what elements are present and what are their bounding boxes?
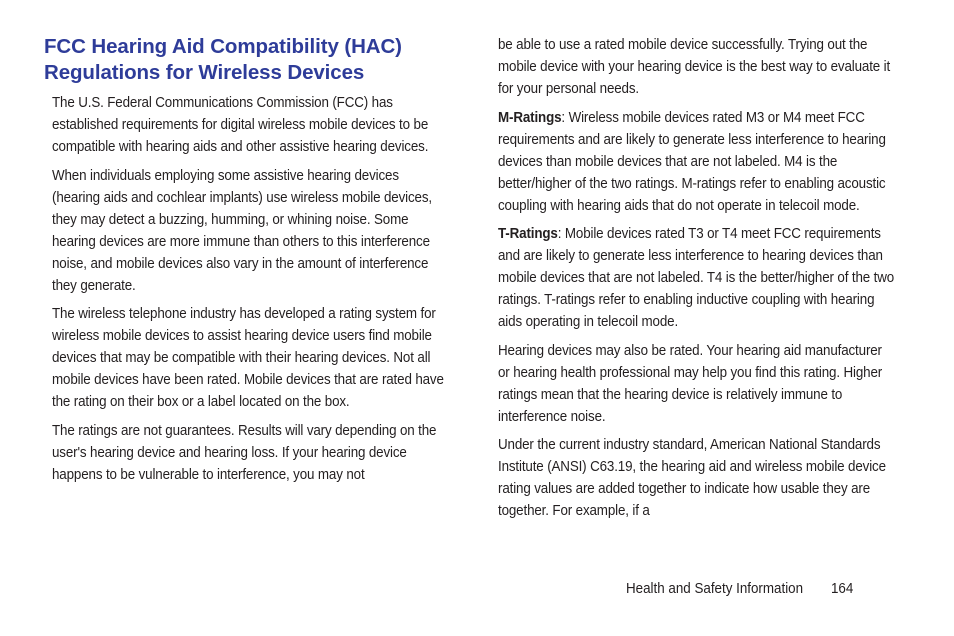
heading-line-1: FCC Hearing Aid Compatibility (HAC) [44, 35, 402, 58]
page-footer [626, 578, 853, 600]
heading-line-2: Regulations for Wireless Devices [44, 61, 365, 84]
paragraph-ansi-standard: Under the current industry standard, American National Standards Institute (ANSI) C63.19, the hearing aid and wireless mobile device rating values are added together to indicate how usable they are together. For example, if a [498, 437, 886, 519]
right-column [498, 34, 898, 529]
paragraph-continuation: be able to use a rated mobile device successfully. Trying out the mobile device with your hearing device is the best way to evaluate it for your personal needs. [498, 37, 891, 97]
paragraph-interference: When individuals employing some assistive hearing devices (hearing aids and cochlear implants) use wireless mobile devices, they may detect a buzzing, humming, or whining noise. Some hearing devices are more immune than others to this interference noise, and mobile devices also vary in the amount of interference they generate. [52, 167, 432, 294]
page-number: 164 [830, 581, 854, 597]
paragraph-t-ratings [498, 223, 896, 333]
paragraph-rating-system: The wireless telephone industry has developed a rating system for wireless mobile devices to assist hearing device users find mobile devices that may be compatible with their hearing devices. Not all mobile devices have been rated. Mobile devices that are rated have the rating on their box or a label located on the box. [52, 306, 444, 410]
left-body [52, 92, 452, 486]
m-ratings-term: M-Ratings [498, 109, 562, 126]
t-ratings-text: : Mobile devices rated T3 or T4 meet FCC requirements and are likely to generate less interference to hearing devices than mobile devices that are not labeled. T4 is the better/higher of the two ratings. T-ratings refer to enabling inductive coupling with hearing aids operating in telecoil mode. [498, 226, 895, 330]
paragraph-hearing-devices-rated: Hearing devices may also be rated. Your hearing aid manufacturer or hearing health professional may help you find this rating. Higher ratings mean that the hearing device is relatively immune to interference noise. [498, 342, 883, 425]
m-ratings-text: : Wireless mobile devices rated M3 or M4 meet FCC requirements and are likely to generate less interference to hearing devices than mobile devices that are not labeled. M4 is the better/higher of the two ratings. M-ratings refer to enabling acoustic coupling with hearing aids that do not operate in telecoil mode. [498, 109, 886, 214]
left-column [44, 34, 452, 492]
footer-section-title: Health and Safety Information [626, 581, 804, 597]
paragraph-fcc-requirements: The U.S. Federal Communications Commission (FCC) has established requirements for digital wireless mobile devices to be compatible with hearing aids and other assistive hearing devices. [52, 95, 429, 155]
paragraph-no-guarantee: The ratings are not guarantees. Results will vary depending on the user's hearing device and hearing loss. If your hearing device happens to be vulnerable to interference, you may not [52, 422, 437, 483]
section-heading [44, 34, 452, 86]
paragraph-m-ratings [498, 107, 896, 217]
t-ratings-term: T-Ratings [498, 226, 558, 242]
